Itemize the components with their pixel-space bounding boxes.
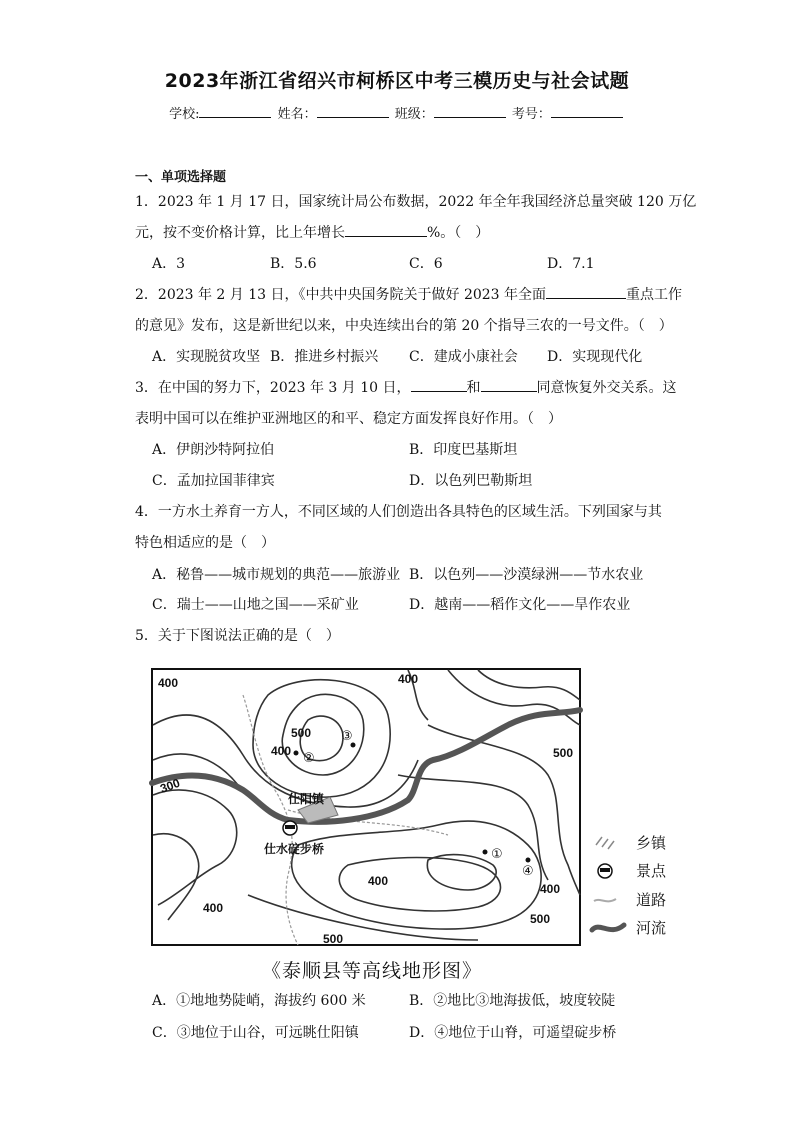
contour-label: 400 [271,744,292,758]
option-c: C．建成小康社会 [409,349,518,365]
question-4 [135,497,665,559]
legend-label-road: 道路 [636,891,667,909]
map-caption: 《泰顺县等高线地形图》 [262,960,483,982]
question-2-line-1 [135,280,683,311]
paper-title: 2023年浙江省绍兴市柯桥区中考三模历史与社会试题 [164,70,630,92]
answer-blank [481,377,537,392]
contour-label: 400 [398,672,419,686]
option-a: A．①地地势陡峭，海拔约 600 米 [152,993,366,1009]
question-3-text-post: 同意恢复外交关系。这 [536,380,677,396]
river-legend-icon [592,925,624,930]
option-b: B．以色列——沙漠绿洲——节水农业 [409,567,644,583]
question-1 [135,187,697,249]
question-5-line-1: 5．关于下图说法正确的是（ ） [135,628,340,644]
option-a: A．伊朗沙特阿拉伯 [152,442,275,458]
question-2-options [152,342,672,372]
legend-label-river: 河流 [636,919,667,937]
section-heading: 一、单项选择题 [135,170,227,185]
option-c: C．6 [409,256,443,272]
option-c: C．③地位于山谷，可远眺仕阳镇 [152,1025,359,1041]
town-label: 仕阳镇 [288,792,325,806]
student-info-row [0,103,794,122]
question-1-text-post: %。（ ） [427,225,490,241]
answer-blank [411,377,467,392]
point-1-dot [483,850,488,855]
option-a: A．实现脱贫攻坚 [152,349,261,365]
legend-label-scenic: 景点 [636,862,667,880]
question-4-line-2: 特色相适应的是（ ） [135,535,275,551]
question-5-options-row-2 [152,1018,672,1048]
school-blank [199,105,271,118]
exam-number-blank [551,105,623,118]
question-3-text-mid: 和 [466,380,481,396]
road-legend-icon [594,899,616,901]
point-label-3: ③ [341,729,353,744]
question-2-line-2: 的意见》发布，这是新世纪以来，中央连续出台的第 20 个指导三农的一号文件。（ ） [135,318,673,334]
option-d: D．以色列巴勒斯坦 [409,473,533,489]
contour-label: 400 [368,874,389,888]
question-1-line-2 [135,218,665,249]
contour-label: 400 [158,676,179,690]
town-legend-icon [596,837,614,849]
point-label-1: ① [491,847,503,862]
bridge-label: 仕水碇步桥 [264,842,325,856]
school-label: 学校: [169,107,200,122]
contour-label: 500 [553,746,574,760]
question-3-line-2: 表明中国可以在维护亚洲地区的和平、稳定方面发挥良好作用。（ ） [135,411,562,427]
contour-label: 300 [158,775,182,796]
answer-blank [546,284,626,299]
answer-blank [345,222,427,237]
option-b: B．推进乡村振兴 [270,349,379,365]
question-3 [135,373,677,435]
question-4-options-row-1 [152,560,672,590]
option-b: B．印度巴基斯坦 [409,442,518,458]
option-b: B．5.6 [270,256,317,272]
question-1-options [152,249,672,279]
name-label: 姓名： [277,107,317,122]
option-b: B．②地比③地海拔低，坡度较陡 [409,993,616,1009]
question-5 [135,621,665,652]
question-1-text-pre: 元，按不变价格计算，比上年增长 [135,225,345,241]
question-1-line-1: 1．2023 年 1 月 17 日，国家统计局公布数据，2022 年全年我国经济总量突破 120 万亿 [135,194,697,210]
question-5-options-row-1 [152,986,672,1016]
class-label: 班级： [394,107,434,122]
option-a: A．3 [152,256,186,272]
question-2-text-post: 重点工作 [626,287,683,303]
scenic-spot-marker [283,821,297,835]
class-blank [434,105,506,118]
contour-map [148,665,678,950]
contour-label: 400 [203,901,224,915]
question-3-line-1 [135,373,677,404]
option-d: D．7.1 [547,256,595,272]
option-c: C．孟加拉国菲律宾 [152,473,275,489]
name-blank [317,105,389,118]
option-c: C．瑞士——山地之国——采矿业 [152,597,359,613]
contour-label: 500 [291,726,312,740]
point-2-dot [294,751,299,756]
question-2 [135,280,683,342]
option-d: D．越南——稻作文化——旱作农业 [409,597,631,613]
contour-label: 400 [540,882,561,896]
option-d: D．实现现代化 [547,349,643,365]
point-label-4: ④ [522,864,534,879]
contour-label: 500 [530,912,551,926]
question-3-text-pre: 3．在中国的努力下，2023 年 3 月 10 日， [135,380,411,396]
option-a: A．秘鲁——城市规划的典范——旅游业 [152,567,401,583]
option-d: D．④地位于山脊，可遥望碇步桥 [409,1025,617,1041]
question-2-text-pre: 2．2023 年 2 月 13 日，《中共中央国务院关于做好 2023 年全面 [135,287,547,303]
question-3-options-row-1 [152,435,672,465]
contour-label: 500 [323,932,344,946]
question-3-options-row-2 [152,466,672,496]
question-4-options-row-2 [152,590,672,620]
point-4-dot [526,858,531,863]
map-legend [592,834,667,937]
contour-map-figure [148,665,678,954]
exam-number-label: 考号： [511,107,551,122]
legend-label-town: 乡镇 [636,834,667,852]
question-4-line-1: 4．一方水土养育一方人，不同区域的人们创造出各具特色的区域生活。下列国家与其 [135,504,662,520]
scenic-legend-icon [598,864,612,878]
point-label-2: ② [303,751,315,766]
